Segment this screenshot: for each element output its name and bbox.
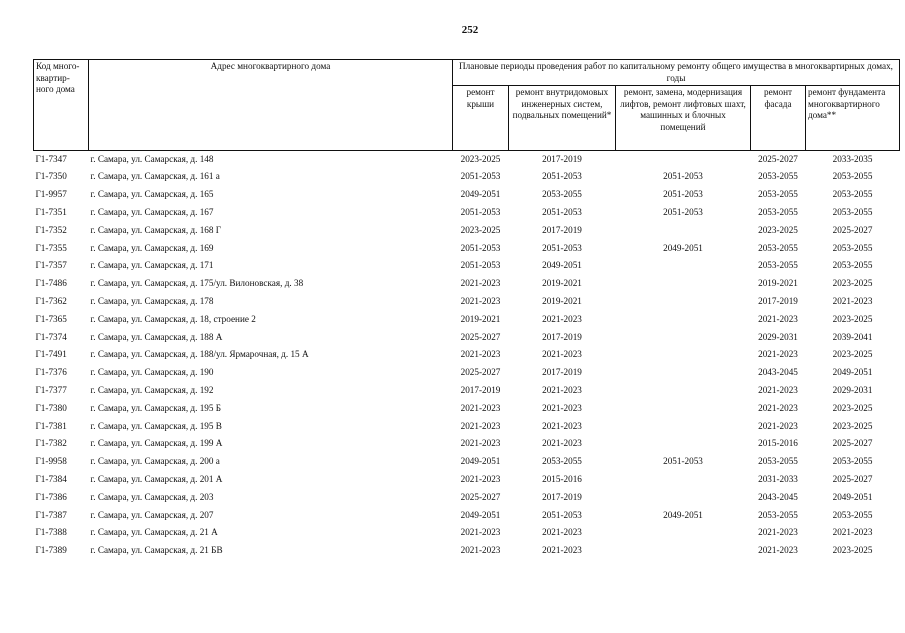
elevator-period: 2049-2051 (663, 242, 703, 253)
elevator-period: 2051-2053 (663, 189, 703, 200)
facade-period: 2021-2023 (758, 313, 798, 324)
house-address: г. Самара, ул. Самарская, д. 168 Г (90, 224, 222, 235)
house-address: г. Самара, ул. Самарская, д. 201 А (90, 473, 223, 484)
elevator-period (616, 275, 751, 293)
engineering-period: 2021-2023 (542, 313, 582, 324)
engineering-period: 2021-2023 (542, 545, 582, 556)
engineering-period: 2021-2023 (542, 402, 582, 413)
header-roof-repair: ремонт крыши (453, 86, 509, 151)
foundation-period: 2023-2025 (832, 402, 873, 413)
roof-period: 2023-2025 (460, 224, 501, 235)
roof-period: 2025-2027 (460, 491, 501, 502)
foundation-period: 2023-2025 (832, 349, 873, 360)
roof-period: 2021-2023 (460, 402, 501, 413)
table-row (34, 204, 900, 222)
house-code: Г1-7350 (35, 171, 67, 182)
engineering-period: 2015-2016 (542, 473, 582, 484)
house-code: Г1-7377 (35, 385, 67, 395)
house-code: Г1-7355 (35, 242, 67, 253)
house-code: Г1-7381 (35, 420, 67, 431)
facade-period: 2053-2055 (758, 456, 798, 467)
house-code: Г1-9957 (35, 189, 67, 200)
house-address: г. Самара, ул. Самарская, д. 171 (90, 260, 214, 271)
house-code: Г1-7365 (35, 313, 67, 324)
facade-period: 2021-2023 (758, 527, 798, 538)
facade-period: 2021-2023 (758, 420, 798, 431)
engineering-period: 2051-2053 (542, 242, 582, 253)
header-foundation-repair: ремонт фундамента многоквартирного дома** (806, 86, 900, 151)
elevator-period (616, 364, 751, 382)
house-address: г. Самара, ул. Самарская, д. 192 (90, 385, 214, 395)
header-facade-repair: ремонт фасада (751, 86, 806, 151)
roof-period: 2025-2027 (460, 331, 501, 342)
house-address: г. Самара, ул. Самарская, д. 203 (90, 491, 214, 502)
header-engineering-systems: ремонт внутридомовых инженерных систем, подвальных помещений* (509, 86, 616, 151)
table-row (34, 257, 900, 275)
house-code: Г1-7352 (35, 224, 67, 235)
facade-period: 2015-2016 (758, 438, 798, 449)
roof-period: 2049-2051 (460, 456, 501, 467)
table-row (34, 524, 900, 542)
house-address: г. Самара, ул. Самарская, д. 161 а (90, 171, 220, 182)
roof-period: 2021-2023 (460, 278, 501, 289)
table-row (34, 151, 900, 169)
house-code: Г1-7347 (35, 153, 67, 164)
engineering-period: 2019-2021 (542, 278, 582, 289)
elevator-period: 2051-2053 (663, 207, 703, 218)
foundation-period: 2033-2035 (832, 153, 873, 164)
house-code: Г1-7491 (35, 349, 67, 360)
facade-period: 2053-2055 (758, 207, 798, 218)
house-code: Г1-7388 (35, 527, 67, 538)
header-periods: Плановые периоды проведения работ по капитальному ремонту общего имущества в многоквартирных домах, годы (453, 60, 900, 86)
engineering-period: 2053-2055 (542, 189, 582, 200)
house-address: г. Самара, ул. Самарская, д. 165 (90, 189, 214, 200)
house-code: Г1-7357 (35, 260, 67, 271)
facade-period: 2053-2055 (758, 171, 798, 182)
house-address: г. Самара, ул. Самарская, д. 190 (90, 367, 214, 378)
engineering-period: 2017-2019 (542, 367, 582, 378)
roof-period: 2021-2023 (460, 438, 501, 449)
foundation-period: 2021-2023 (832, 527, 873, 538)
elevator-period (616, 346, 751, 364)
house-code: Г1-7351 (35, 207, 67, 218)
engineering-period: 2053-2055 (542, 456, 582, 467)
engineering-period: 2019-2021 (542, 296, 582, 307)
roof-period: 2017-2019 (460, 385, 501, 395)
engineering-period: 2021-2023 (542, 385, 582, 395)
table-row (34, 346, 900, 364)
house-address: г. Самара, ул. Самарская, д. 195 Б (90, 402, 222, 413)
table-row (34, 311, 900, 329)
engineering-period: 2017-2019 (542, 153, 582, 164)
facade-period: 2029-2031 (758, 331, 798, 342)
engineering-period: 2051-2053 (542, 171, 582, 182)
roof-period: 2025-2027 (460, 367, 501, 378)
house-code: Г1-7362 (35, 296, 67, 307)
engineering-period: 2051-2053 (542, 509, 582, 520)
table-row (34, 328, 900, 346)
house-address: г. Самара, ул. Самарская, д. 207 (90, 509, 214, 520)
house-address: г. Самара, ул. Самарская, д. 188 А (90, 331, 223, 342)
foundation-period: 2053-2055 (832, 242, 873, 253)
house-address: г. Самара, ул. Самарская, д. 18, строение 2 (90, 313, 256, 324)
roof-period: 2021-2023 (460, 545, 501, 556)
house-address: г. Самара, ул. Самарская, д. 21 БВ (90, 545, 223, 556)
roof-period: 2021-2023 (460, 349, 501, 360)
header-row-top (34, 60, 900, 86)
facade-period: 2053-2055 (758, 242, 798, 253)
table-row (34, 506, 900, 524)
house-address: г. Самара, ул. Самарская, д. 175/ул. Вилоновская, д. 38 (90, 278, 304, 289)
elevator-period (616, 489, 751, 507)
engineering-period: 2021-2023 (542, 438, 582, 449)
table-header (34, 60, 900, 151)
house-address: г. Самара, ул. Самарская, д. 195 В (90, 420, 222, 431)
engineering-period: 2021-2023 (542, 420, 582, 431)
foundation-period: 2023-2025 (832, 313, 873, 324)
engineering-period: 2021-2023 (542, 349, 582, 360)
elevator-period (616, 400, 751, 418)
foundation-period: 2053-2055 (832, 171, 873, 182)
facade-period: 2017-2019 (758, 296, 798, 307)
foundation-period: 2025-2027 (832, 473, 873, 484)
facade-period: 2021-2023 (758, 349, 798, 360)
table-row (34, 417, 900, 435)
house-code: Г1-7386 (35, 491, 67, 502)
roof-period: 2021-2023 (460, 473, 501, 484)
roof-period: 2051-2053 (460, 207, 501, 218)
house-address: г. Самара, ул. Самарская, д. 199 А (90, 438, 223, 449)
house-code: Г1-9958 (35, 456, 67, 467)
foundation-period: 2049-2051 (832, 491, 873, 502)
roof-period: 2023-2025 (460, 153, 501, 164)
facade-period: 2043-2045 (758, 367, 798, 378)
house-address: г. Самара, ул. Самарская, д. 200 а (90, 456, 220, 467)
elevator-period (616, 311, 751, 329)
table-row (34, 489, 900, 507)
elevator-period (616, 542, 751, 560)
roof-period: 2051-2053 (460, 171, 501, 182)
house-address: г. Самара, ул. Самарская, д. 178 (90, 296, 214, 307)
facade-period: 2053-2055 (758, 260, 798, 271)
table-row (34, 400, 900, 418)
house-code: Г1-7376 (35, 367, 67, 378)
table-row (34, 382, 900, 400)
page-number: 252 (461, 24, 479, 36)
house-code: Г1-7387 (35, 509, 67, 520)
elevator-period (616, 293, 751, 311)
house-code: Г1-7380 (35, 402, 67, 413)
elevator-period (616, 222, 751, 240)
elevator-period (616, 257, 751, 275)
header-code: Код много-квартир-ного дома (34, 60, 89, 151)
elevator-period (616, 435, 751, 453)
foundation-period: 2053-2055 (832, 260, 873, 271)
foundation-period: 2023-2025 (832, 420, 873, 431)
facade-period: 2053-2055 (758, 509, 798, 520)
house-address: г. Самара, ул. Самарская, д. 169 (90, 242, 214, 253)
foundation-period: 2023-2025 (832, 278, 873, 289)
facade-period: 2021-2023 (758, 402, 798, 413)
roof-period: 2021-2023 (460, 296, 501, 307)
house-code: Г1-7486 (35, 278, 67, 289)
table-row (34, 239, 900, 257)
elevator-period (616, 524, 751, 542)
roof-period: 2021-2023 (460, 420, 501, 431)
elevator-period (616, 417, 751, 435)
elevator-period (616, 328, 751, 346)
engineering-period: 2017-2019 (542, 491, 582, 502)
foundation-period: 2049-2051 (832, 367, 873, 378)
facade-period: 2023-2025 (758, 224, 798, 235)
header-address: Адрес многоквартирного дома (89, 60, 453, 151)
engineering-period: 2049-2051 (542, 260, 582, 271)
house-code: Г1-7374 (35, 331, 67, 342)
elevator-period (616, 471, 751, 489)
facade-period: 2043-2045 (758, 491, 798, 502)
house-address: г. Самара, ул. Самарская, д. 21 А (90, 527, 218, 538)
facade-period: 2031-2033 (758, 473, 798, 484)
table-row (34, 222, 900, 240)
engineering-period: 2051-2053 (542, 207, 582, 218)
table-row (34, 453, 900, 471)
header-elevators: ремонт, замена, модернизация лифтов, ремонт лифтовых шахт, машинных и блочных помещений (616, 86, 751, 151)
table-row (34, 275, 900, 293)
foundation-period: 2023-2025 (832, 545, 873, 556)
roof-period: 2051-2053 (460, 242, 501, 253)
elevator-period: 2051-2053 (663, 171, 703, 182)
roof-period: 2049-2051 (460, 509, 501, 520)
foundation-period: 2053-2055 (832, 207, 873, 218)
foundation-period: 2025-2027 (832, 438, 873, 449)
foundation-period: 2053-2055 (832, 189, 873, 200)
foundation-period: 2021-2023 (832, 296, 873, 307)
foundation-period: 2025-2027 (832, 224, 873, 235)
elevator-period (616, 151, 751, 169)
facade-period: 2021-2023 (758, 545, 798, 556)
facade-period: 2053-2055 (758, 189, 798, 200)
table-row (34, 471, 900, 489)
engineering-period: 2017-2019 (542, 331, 582, 342)
table-row (34, 293, 900, 311)
table-row (34, 186, 900, 204)
table-row (34, 542, 900, 560)
roof-period: 2019-2021 (460, 313, 501, 324)
engineering-period: 2017-2019 (542, 224, 582, 235)
table-row (34, 168, 900, 186)
house-address: г. Самара, ул. Самарская, д. 148 (90, 153, 214, 164)
engineering-period: 2021-2023 (542, 527, 582, 538)
roof-period: 2051-2053 (460, 260, 501, 271)
foundation-period: 2039-2041 (832, 331, 873, 342)
house-code: Г1-7382 (35, 438, 67, 449)
capital-repair-table (33, 59, 900, 560)
table-body (34, 151, 900, 560)
facade-period: 2019-2021 (758, 278, 798, 289)
house-code: Г1-7389 (35, 545, 67, 556)
foundation-period: 2053-2055 (832, 456, 873, 467)
roof-period: 2021-2023 (460, 527, 501, 538)
house-code: Г1-7384 (35, 473, 67, 484)
elevator-period: 2049-2051 (663, 509, 703, 520)
roof-period: 2049-2051 (460, 189, 501, 200)
facade-period: 2021-2023 (758, 385, 798, 395)
house-address: г. Самара, ул. Самарская, д. 167 (90, 207, 214, 218)
foundation-period: 2053-2055 (832, 509, 873, 520)
elevator-period: 2051-2053 (663, 456, 703, 467)
foundation-period: 2029-2031 (832, 385, 873, 395)
facade-period: 2025-2027 (758, 153, 798, 164)
elevator-period (616, 382, 751, 400)
table-row (34, 435, 900, 453)
house-address: г. Самара, ул. Самарская, д. 188/ул. Ярмарочная, д. 15 А (90, 349, 309, 360)
table-row (34, 364, 900, 382)
